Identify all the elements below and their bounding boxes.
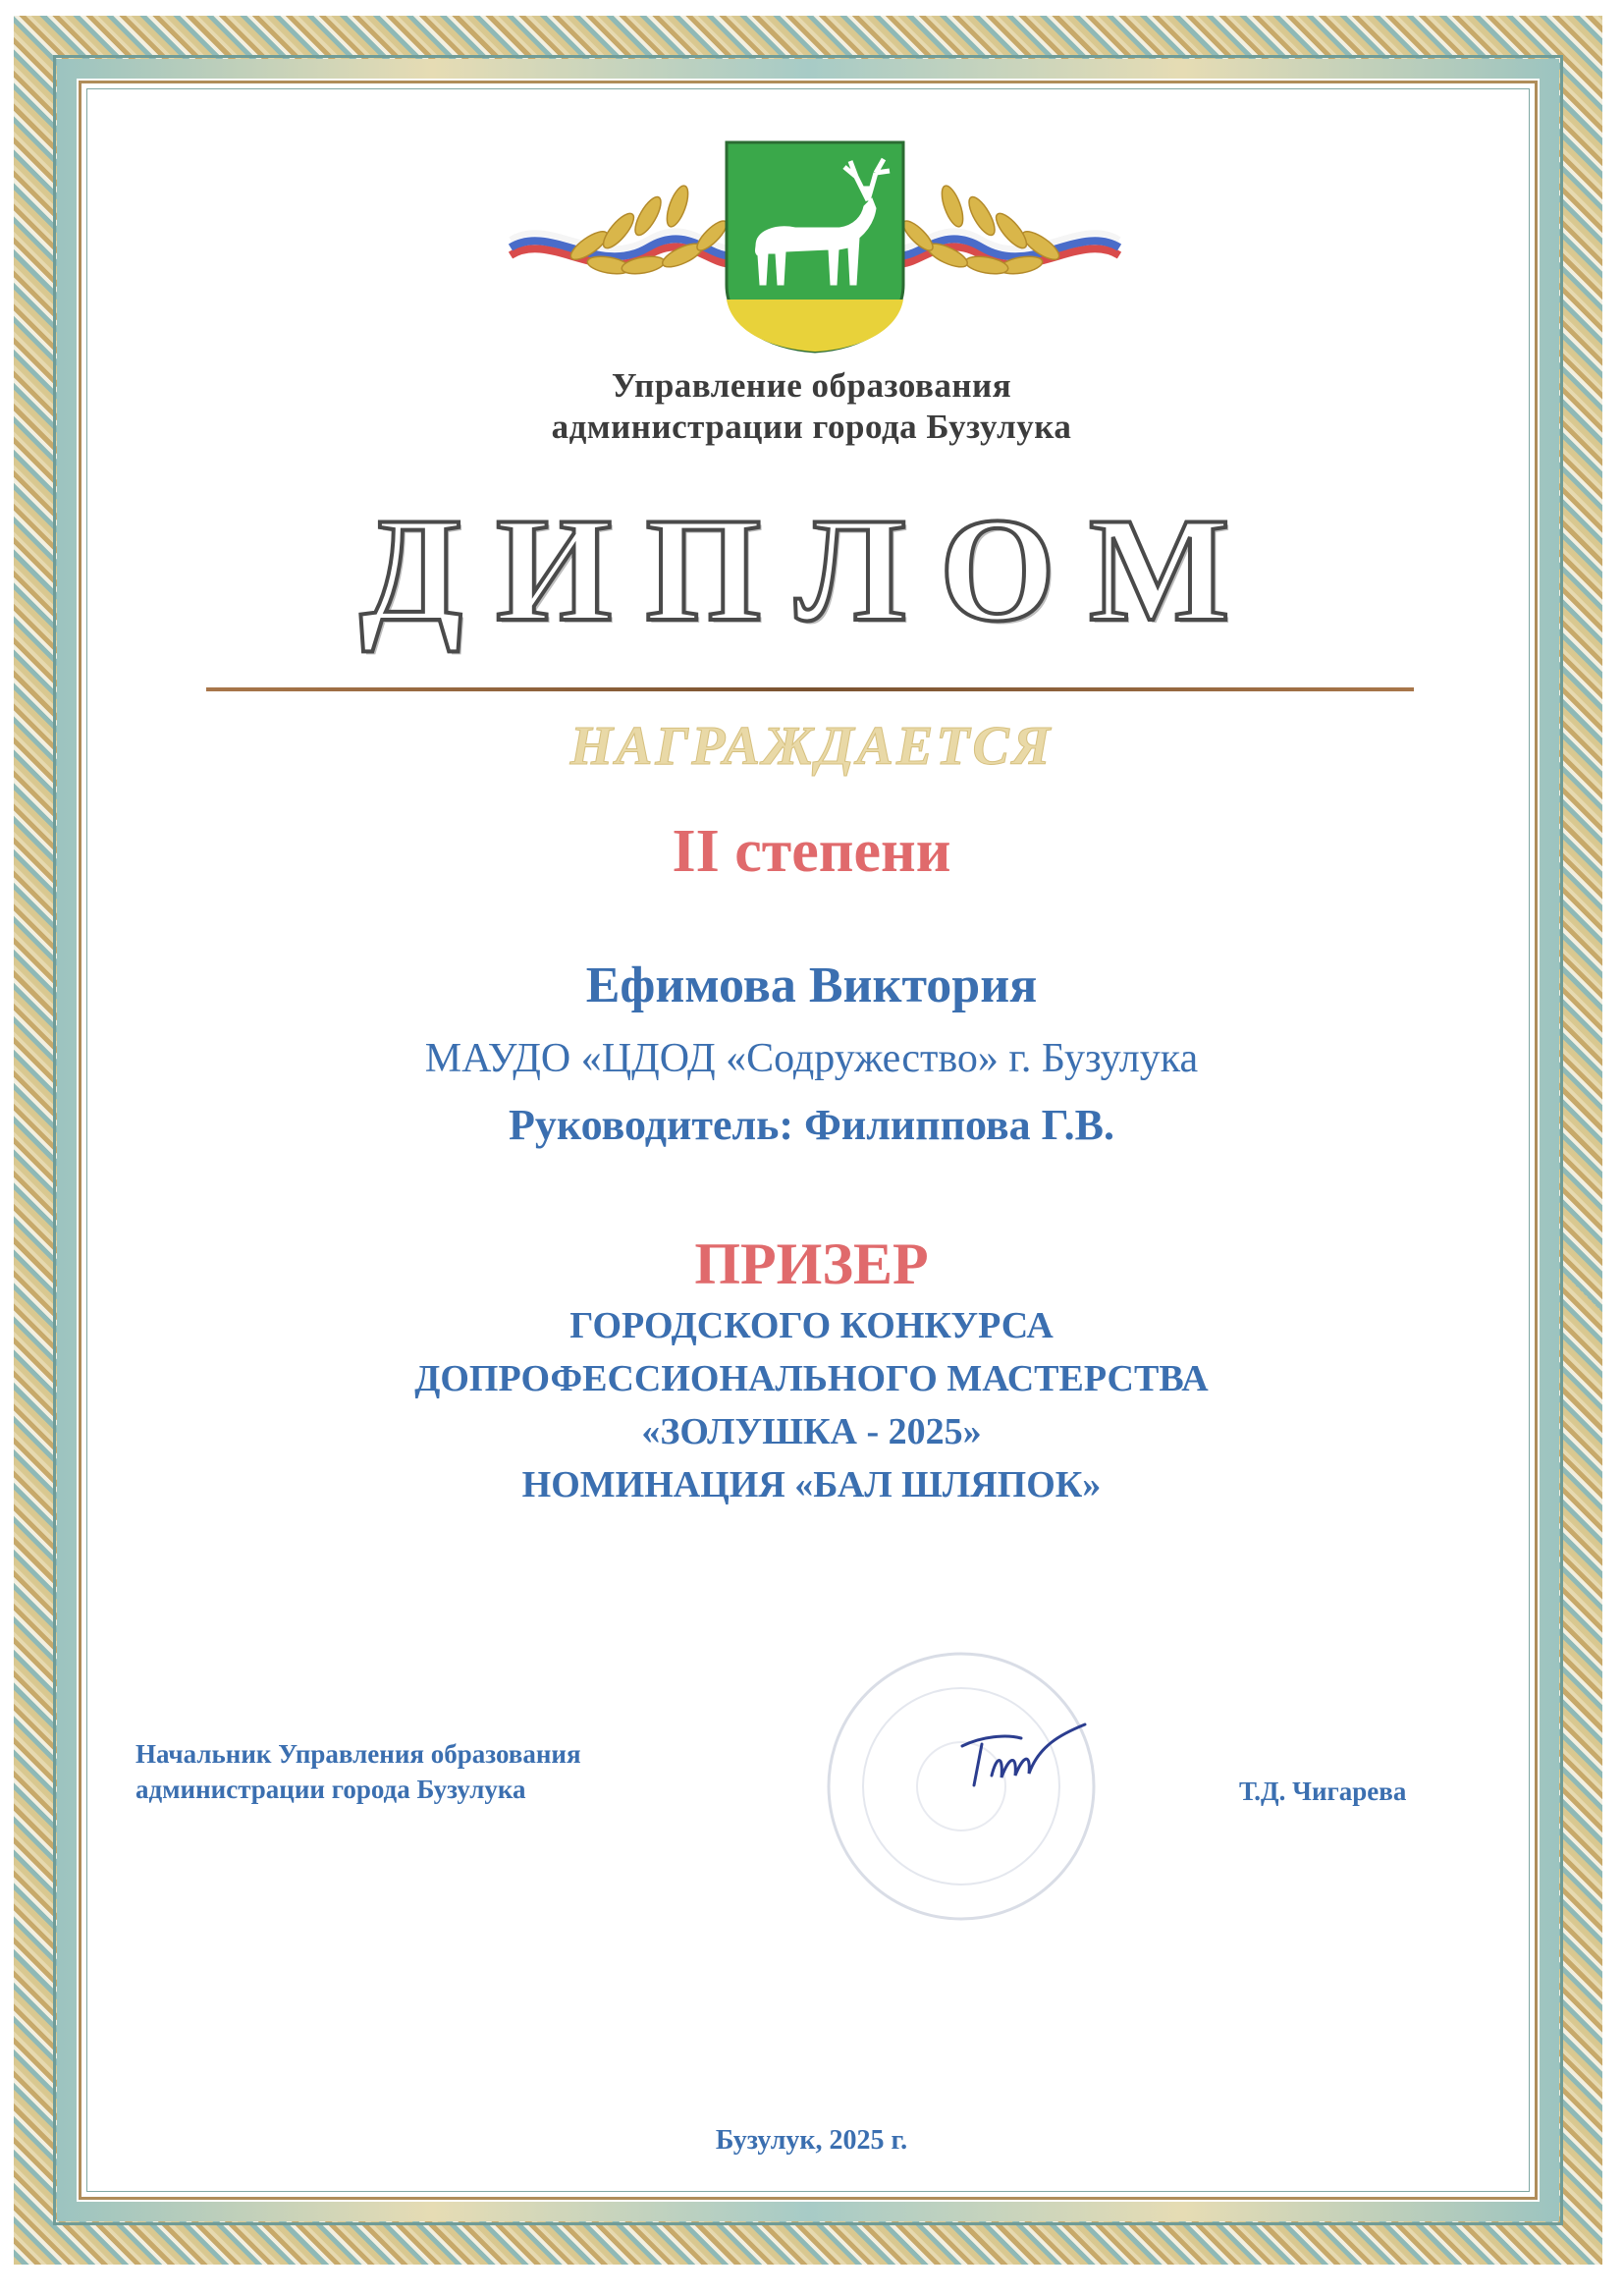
award-status: ПРИЗЕР [694,1231,929,1296]
issuer-line2: администрации города Бузулука [551,408,1072,446]
contest-line-3: «ЗОЛУШКА - 2025» [641,1411,982,1452]
contest-line-4: НОМИНАЦИЯ «БАЛ ШЛЯПОК» [521,1464,1102,1505]
recipient-name: Ефимова Виктория [585,957,1038,1013]
signatory-position [135,1736,744,1807]
contest-line-2: ДОПРОФЕССИОНАЛЬНОГО МАСТЕРСТВА [414,1358,1209,1399]
place-date: Бузулук, 2025 г. [715,2125,908,2156]
degree-label: II степени [672,818,951,885]
city-coat-of-arms-icon [491,137,1139,354]
divider-line [206,687,1414,691]
diploma-title: ДИПЛОМ [359,487,1264,652]
recipient-supervisor: Руководитель: Филиппова Г.В. [508,1101,1115,1149]
recipient-organization: МАУДО «ЦДОД «Содружество» г. Бузулука [424,1036,1199,1081]
signatory-name: Т.Д. Чигарева [1239,1777,1407,1806]
contest-line-1: ГОРОДСКОГО КОНКУРСА [569,1305,1054,1346]
signatory-position-line2: администрации города Бузулука [135,1775,526,1804]
signatory-position-line1: Начальник Управления образования [135,1739,581,1769]
issuer-block [0,365,1623,448]
issuer-line1: Управление образования [611,366,1012,405]
handwritten-signature-icon [952,1717,1090,1805]
awarded-label: НАГРАЖДАЕТСЯ [569,716,1054,777]
